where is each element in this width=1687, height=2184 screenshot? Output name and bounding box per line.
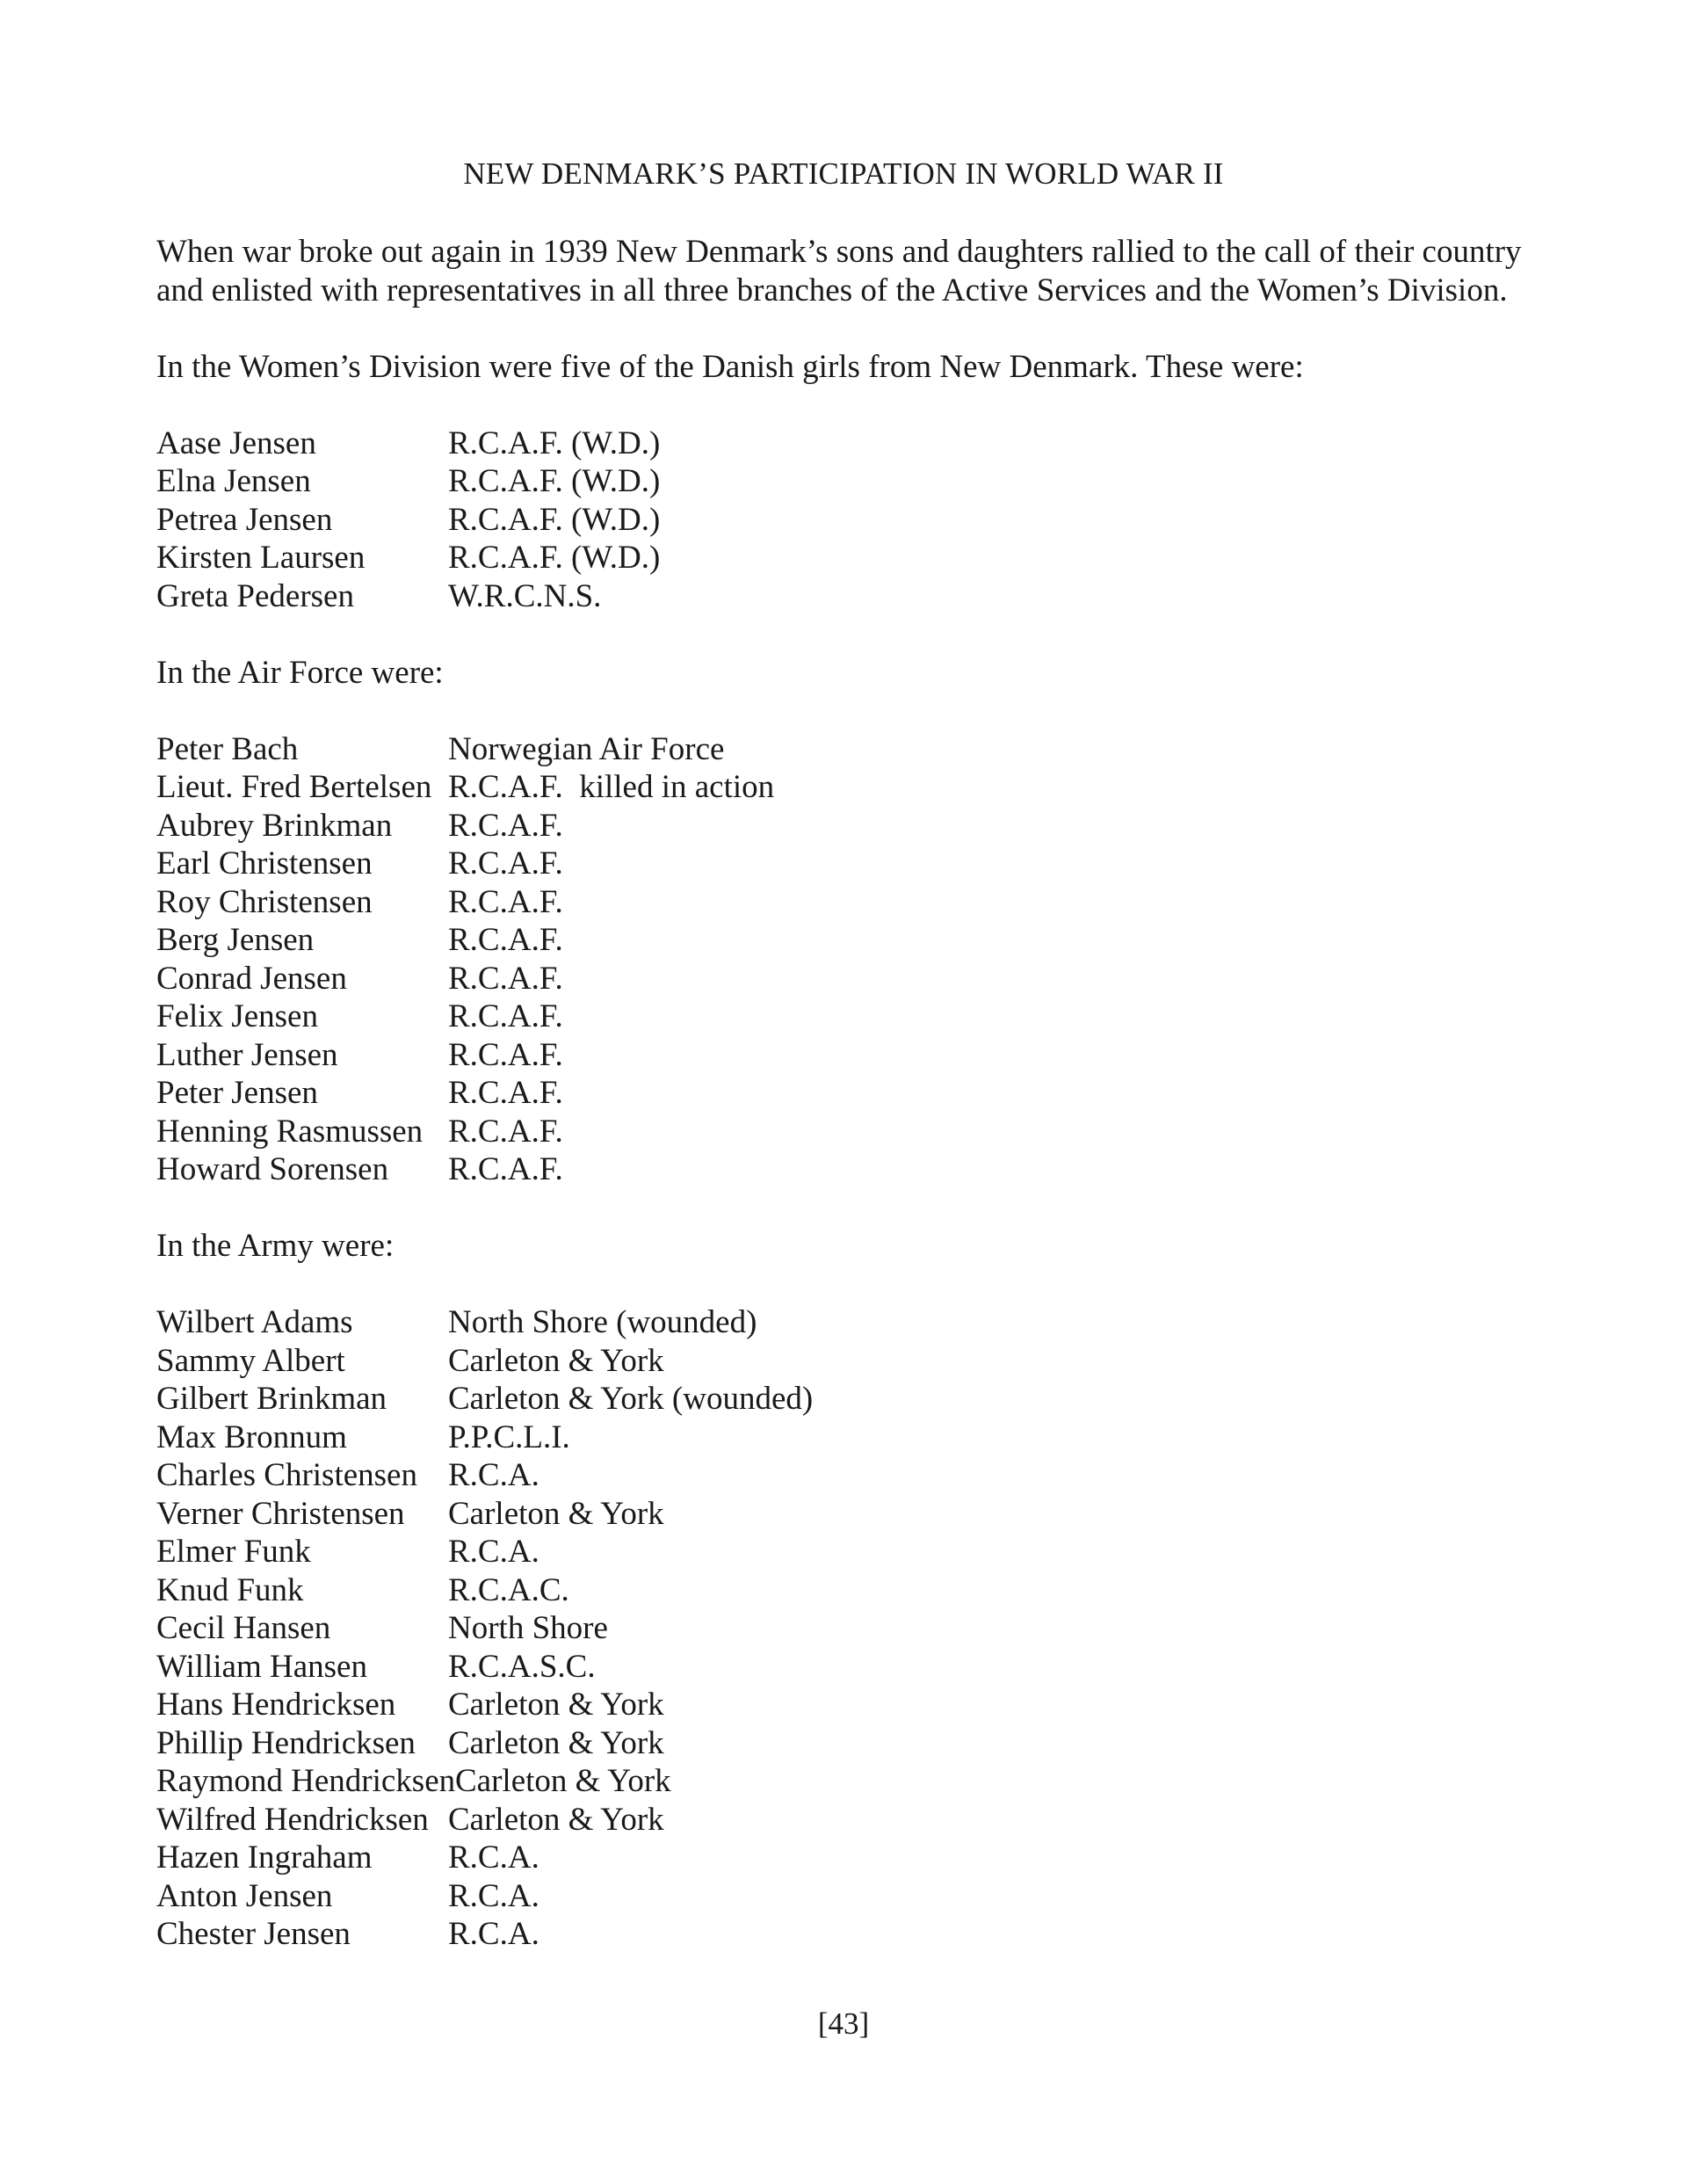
- roster-row: [156, 1150, 1527, 1189]
- member-name: Knud Funk: [156, 1571, 304, 1608]
- roster-row: [156, 1801, 1527, 1839]
- roster-row: [156, 1533, 1527, 1571]
- member-name: Verner Christensen: [156, 1495, 405, 1532]
- roster-row: [156, 1686, 1527, 1724]
- member-name: Wilbert Adams: [156, 1304, 353, 1340]
- member-unit: R.C.A.F. (W.D.): [448, 540, 661, 576]
- intro-paragraph: When war broke out again in 1939 New Denmark’s sons and daughters rallied to the call of their country and enlisted with representatives in all three branches of the Active Services and the Women’s Division.: [156, 234, 1522, 308]
- member-unit: P.P.C.L.I.: [448, 1419, 570, 1455]
- womens-division-heading: In the Women’s Division were five of the Danish girls from New Denmark. These were:: [156, 348, 1304, 385]
- member-name: Hazen Ingraham: [156, 1839, 373, 1876]
- roster-row: [156, 1609, 1527, 1648]
- roster-row: [156, 1380, 1527, 1419]
- roster-row: [156, 1074, 1527, 1113]
- member-unit: R.C.A.F. (W.D.): [448, 424, 661, 461]
- member-name: Earl Christensen: [156, 845, 373, 882]
- roster-row: [156, 845, 1527, 883]
- member-unit: R.C.A.C.: [448, 1571, 569, 1608]
- member-unit: Norwegian Air Force: [448, 730, 725, 767]
- member-unit: R.C.A.: [448, 1534, 539, 1570]
- member-unit: R.C.A.F. (W.D.): [448, 463, 661, 499]
- army-roster: [156, 1303, 1527, 1954]
- paragraph-spacer: [156, 1189, 1527, 1228]
- member-unit: R.C.A.F. killed in action: [448, 769, 775, 805]
- roster-row: [156, 1839, 1527, 1877]
- document-body: [156, 233, 1527, 1954]
- member-name: Aubrey Brinkman: [156, 807, 393, 844]
- member-name: Felix Jensen: [156, 998, 318, 1034]
- member-unit: R.C.A.: [448, 1877, 539, 1914]
- roster-row: [156, 768, 1527, 807]
- member-unit: R.C.A.F.: [448, 922, 563, 958]
- member-name: Max Bronnum: [156, 1419, 347, 1455]
- member-unit: W.R.C.N.S.: [448, 577, 602, 614]
- paragraph-spacer: [156, 692, 1527, 730]
- member-name: Elna Jensen: [156, 463, 311, 499]
- roster-row: [156, 883, 1527, 922]
- member-name: Peter Jensen: [156, 1075, 318, 1111]
- member-name: Sammy Albert: [156, 1342, 345, 1379]
- member-name: William Hansen: [156, 1648, 367, 1685]
- roster-row: [156, 1495, 1527, 1534]
- roster-row: [156, 1915, 1527, 1954]
- member-unit: R.C.A.F.: [448, 1113, 563, 1150]
- member-unit: R.C.A.F.: [448, 1151, 563, 1187]
- air-force-heading: In the Air Force were:: [156, 654, 444, 691]
- member-unit: Carleton & York: [448, 1687, 664, 1723]
- roster-row: [156, 1342, 1527, 1381]
- member-unit: Carleton & York: [448, 1724, 664, 1761]
- roster-row: [156, 1762, 1527, 1801]
- member-unit: Carleton & York: [448, 1342, 664, 1379]
- roster-row: [156, 730, 1527, 769]
- member-name: Kirsten Laursen: [156, 540, 366, 576]
- member-name: Lieut. Fred Bertelsen: [156, 769, 432, 805]
- member-name: Phillip Hendricksen: [156, 1724, 416, 1761]
- member-name: Luther Jensen: [156, 1036, 338, 1073]
- roster-row: [156, 539, 1527, 577]
- member-name: Hans Hendricksen: [156, 1687, 396, 1723]
- member-name: Gilbert Brinkman: [156, 1381, 387, 1417]
- roster-row: [156, 1419, 1527, 1457]
- member-name: Petrea Jensen: [156, 501, 333, 538]
- member-name: Charles Christensen: [156, 1457, 417, 1493]
- roster-row: [156, 1456, 1527, 1495]
- member-name: Elmer Funk: [156, 1534, 311, 1570]
- roster-row: [156, 1036, 1527, 1075]
- member-name: Cecil Hansen: [156, 1610, 331, 1646]
- member-name: Peter Bach: [156, 730, 299, 767]
- roster-row: [156, 1303, 1527, 1342]
- member-name: Anton Jensen: [156, 1877, 333, 1914]
- paragraph-spacer: [156, 615, 1527, 654]
- member-unit: R.C.A.F.: [448, 1075, 563, 1111]
- page-number: [43]: [817, 2006, 870, 2041]
- page-title: NEW DENMARK’S PARTICIPATION IN WORLD WAR II: [463, 156, 1224, 191]
- roster-row: [156, 1724, 1527, 1763]
- member-name: Conrad Jensen: [156, 960, 347, 997]
- member-name: Berg Jensen: [156, 922, 315, 958]
- member-name: Aase Jensen: [156, 424, 316, 461]
- roster-row: [156, 998, 1527, 1036]
- paragraph-spacer: [156, 386, 1527, 424]
- paragraph-spacer: [156, 309, 1527, 348]
- member-name: Henning Rasmussen: [156, 1113, 424, 1150]
- roster-row: [156, 1648, 1527, 1687]
- member-unit: Carleton & York: [455, 1763, 671, 1799]
- member-unit: R.C.A.F.: [448, 960, 563, 997]
- member-unit: R.C.A.S.C.: [448, 1648, 596, 1685]
- roster-row: [156, 1877, 1527, 1916]
- member-name: Raymond Hendricksen: [156, 1763, 456, 1799]
- member-unit: R.C.A.F.: [448, 807, 563, 844]
- member-unit: R.C.A.F.: [448, 998, 563, 1034]
- member-name: Chester Jensen: [156, 1916, 351, 1952]
- roster-row: [156, 921, 1527, 960]
- member-name: Roy Christensen: [156, 883, 373, 920]
- roster-row: [156, 577, 1527, 616]
- member-unit: R.C.A.F. (W.D.): [448, 501, 661, 538]
- roster-row: [156, 462, 1527, 501]
- member-unit: North Shore (wounded): [448, 1304, 757, 1340]
- air-force-roster: [156, 730, 1527, 1189]
- member-unit: Carleton & York: [448, 1495, 664, 1532]
- member-unit: Carleton & York (wounded): [448, 1381, 814, 1417]
- member-unit: Carleton & York: [448, 1801, 664, 1838]
- roster-row: [156, 424, 1527, 463]
- womens-division-roster: [156, 424, 1527, 616]
- member-name: Greta Pedersen: [156, 577, 354, 614]
- member-name: Wilfred Hendricksen: [156, 1801, 429, 1838]
- member-unit: R.C.A.: [448, 1457, 539, 1493]
- roster-row: [156, 960, 1527, 998]
- member-unit: R.C.A.: [448, 1839, 539, 1876]
- paragraph-spacer: [156, 1266, 1527, 1304]
- member-unit: North Shore: [448, 1610, 608, 1646]
- roster-row: [156, 1571, 1527, 1610]
- member-unit: R.C.A.F.: [448, 883, 563, 920]
- member-unit: R.C.A.F.: [448, 1036, 563, 1073]
- member-unit: R.C.A.: [448, 1916, 539, 1952]
- member-unit: R.C.A.F.: [448, 845, 563, 882]
- army-heading: In the Army were:: [156, 1228, 395, 1264]
- roster-row: [156, 807, 1527, 845]
- roster-row: [156, 501, 1527, 540]
- roster-row: [156, 1113, 1527, 1151]
- member-name: Howard Sorensen: [156, 1151, 389, 1187]
